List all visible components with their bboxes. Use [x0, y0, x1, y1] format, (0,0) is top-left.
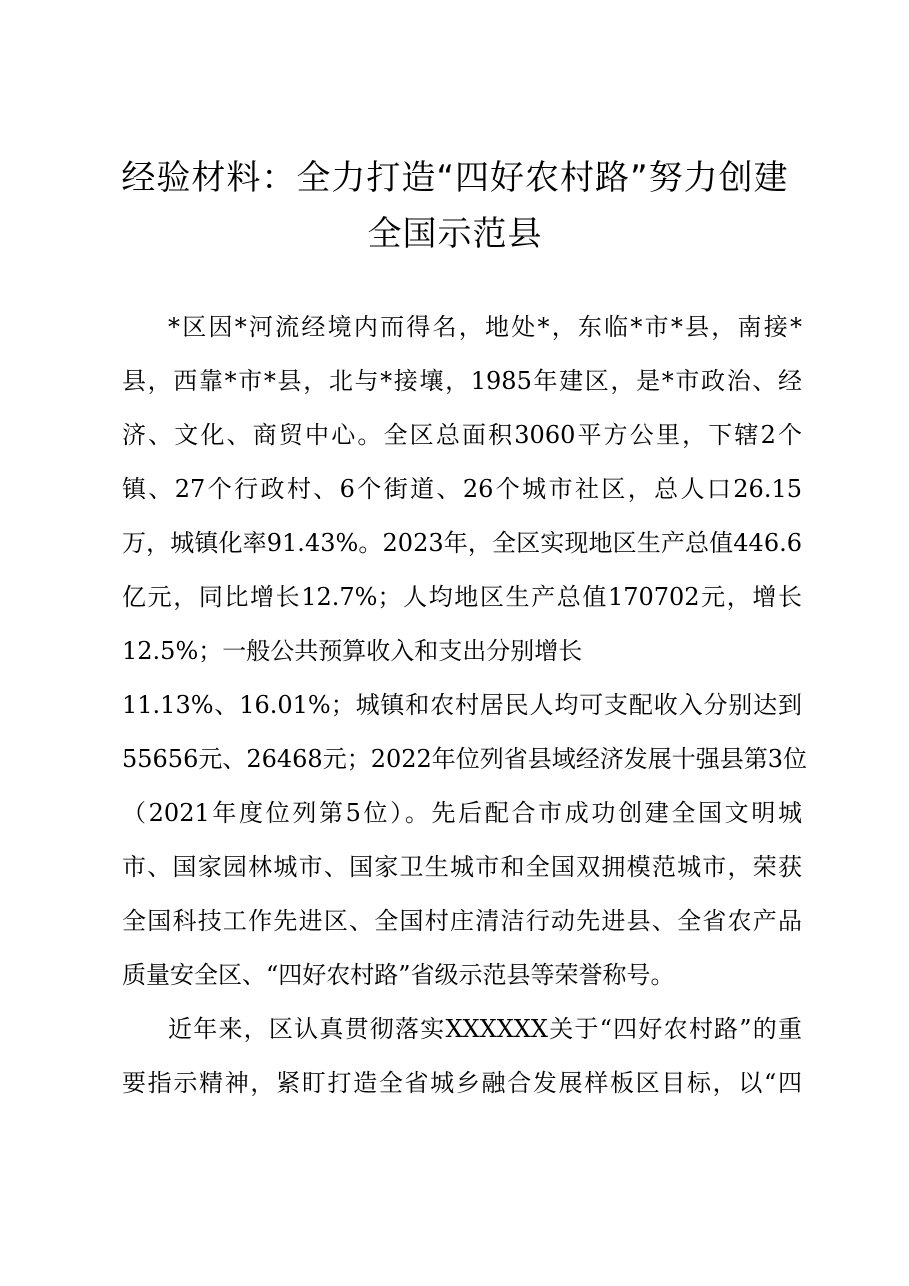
text-line: （2021年度位列第5位）。先后配合市成功创建全国文明城 [122, 799, 802, 827]
text-line: 全国科技工作先进区、全国村庄清洁行动先进县、全省农产品 [122, 907, 802, 935]
text-line: 县，西靠*市*县，北与*接壤，1985年建区，是*市政治、经 [122, 367, 802, 395]
text-line: *区因*河流经境内而得名，地处*，东临*市*县，南接* [168, 313, 802, 341]
text-line: 11.13%、16.01%；城镇和农村居民人均可支配收入分别达到 [122, 691, 802, 719]
title-line-1: 经验材料：全力打造“四好农村路”努力创建 [121, 158, 789, 198]
text-line: 亿元，同比增长12.7%；人均地区生产总值170702元，增长 [122, 583, 802, 611]
paragraph-2 [122, 1002, 802, 1110]
text-line: 济、文化、商贸中心。全区总面积3060平方公里，下辖2个 [122, 421, 802, 449]
text-line: 市、国家园林城市、国家卫生城市和全国双拥模范城市，荣获 [122, 853, 802, 881]
title-line-2: 全国示范县 [367, 214, 543, 254]
document-body [122, 300, 808, 1110]
paragraph-1 [122, 300, 808, 1002]
text-line: 近年来，区认真贯彻落实XXXXXX关于“四好农村路”的重 [168, 1015, 802, 1043]
text-line: 55656元、26468元；2022年位列省县域经济发展十强县第3位 [122, 745, 808, 773]
text-line: 镇、27个行政村、6个街道、26个城市社区，总人口26.15 [122, 475, 802, 503]
document-title [110, 150, 800, 262]
text-line: 要指示精神，紧盯打造全省城乡融合发展样板区目标，以“四 [122, 1069, 802, 1097]
text-line: 12.5%；一般公共预算收入和支出分别增长 [122, 637, 583, 665]
text-line: 万，城镇化率91.43%。2023年，全区实现地区生产总值446.6 [122, 529, 802, 557]
text-line: 质量安全区、“四好农村路”省级示范县等荣誉称号。 [122, 961, 675, 989]
